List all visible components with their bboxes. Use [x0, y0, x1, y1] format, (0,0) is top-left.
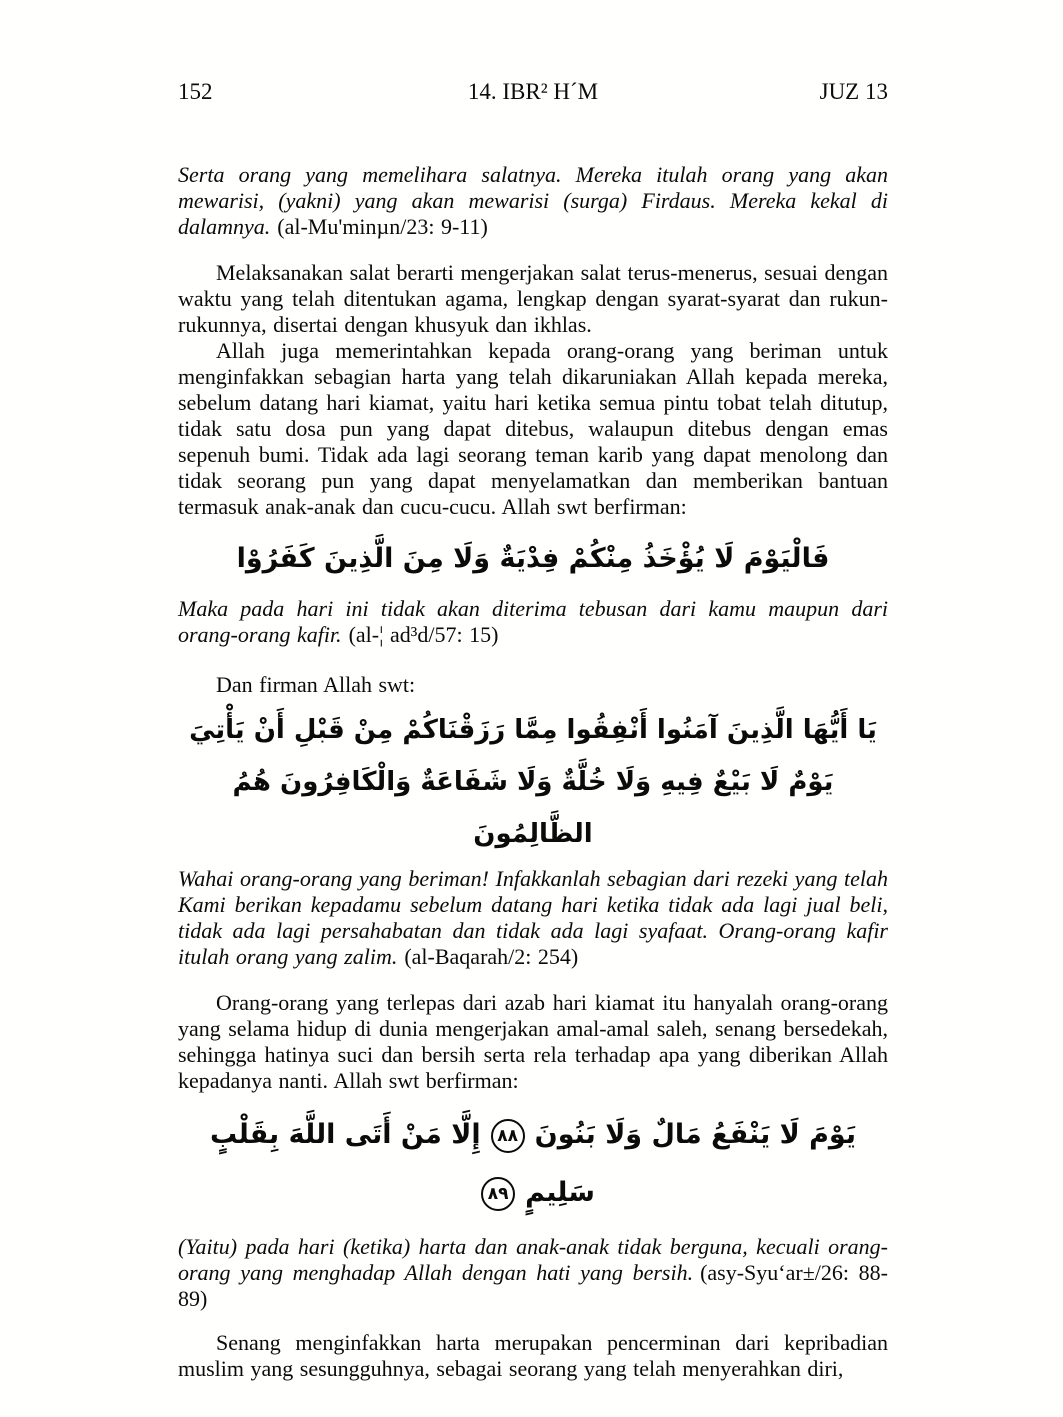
translation-text: Maka pada hari ini tidak akan diterima tebusan dari kamu maupun dari orang-orang kafir. [178, 596, 888, 647]
page-number: 152 [178, 79, 213, 104]
translation-al-baqarah [178, 866, 888, 970]
translation-al-hadid [178, 596, 888, 648]
arabic-verse-text: يَوْمَ لَا يَنْفَعُ مَالٌ وَلَا بَنُونَ [534, 1119, 856, 1150]
paragraph-orang-terlepas: Orang-orang yang terlepas dari azab hari kiamat itu hanyalah orang-orang yang selama hidup di dunia mengerjakan amal-amal saleh, senang bersedekah, sehingga hatinya suci dan bersih serta rela terhadap apa yang diberikan Allah kepadanya nanti. Allah swt berfirman: [178, 990, 888, 1093]
surah-title: 14. IBR² H´M [467, 79, 599, 104]
translation-text: (Yaitu) pada hari (ketika) harta dan anak-anak tidak berguna, kecuali orang-orang yang menghadap Allah dengan hati yang bersih. [178, 1234, 888, 1285]
page-header [178, 78, 888, 106]
verse-number-badge-89: ٨٩ [481, 1177, 515, 1211]
verse-reference: (al-Baqarah/2: 254) [404, 944, 579, 969]
translation-text: Serta orang yang memelihara salatnya. Mereka itulah orang yang akan mewarisi, (yakni) yang akan mewarisi (surga) Firdaus. Mereka kekal di dalamnya. [178, 162, 888, 239]
arabic-verse-asy-syuara [178, 1106, 888, 1222]
translation-al-muminun [178, 162, 888, 240]
lead-in-dan-firman: Dan firman Allah swt: [216, 672, 416, 697]
paragraph-allah-memerintahkan: Allah juga memerintahkan kepada orang-orang yang beriman untuk menginfakkan sebagian harta yang telah dikaruniakan Allah kepada mereka, sebelum datang hari kiamat, yaitu hari ketika semua pintu tobat telah ditutup, tidak satu dosa pun yang dapat ditebus, walaupun ditebus dengan emas sepenuh bumi. Tidak ada lagi seorang teman karib yang dapat menolong dan tidak seorang pun yang dapat menyelamatkan dan memberikan bantuan termasuk anak-anak dan cucu-cucu. Allah swt berfirman: [178, 338, 888, 519]
translation-asy-syuara [178, 1234, 888, 1312]
juz-label: JUZ 13 [819, 79, 888, 104]
verse-number-badge-88: ٨٨ [491, 1119, 525, 1153]
verse-reference: (al-Mu'minµn/23: 9-11) [277, 214, 488, 239]
arabic-verse-al-baqarah: يَا أَيُّهَا الَّذِينَ آمَنُوا أَنْفِقُوا مِمَّا رَزَقْنَاكُمْ مِنْ قَبْلِ أَنْ يَأْتِيَ يَوْمٌ لَا بَيْعٌ فِيهِ وَلَا خُلَّةٌ وَلَا شَفَاعَةٌ وَالْكَافِرُونَ هُمُ الظَّالِمُونَ [189, 715, 877, 849]
translation-text: Wahai orang-orang yang beriman! Infakkanlah sebagian dari rezeki yang telah Kami berikan kepadamu sebelum datang hari ketika tidak ada lagi jual beli, tidak ada lagi persahabatan dan tidak ada lagi syafaat. Orang-orang kafir itulah orang yang zalim. [178, 866, 888, 969]
arabic-verse-text: إِلَّا مَنْ أَتَى اللَّهَ بِقَلْبٍ سَلِيمٍ [210, 1119, 595, 1208]
paragraph-melaksanakan-salat: Melaksanakan salat berarti mengerjakan salat terus-menerus, sesuai dengan waktu yang telah ditentukan agama, lengkap dengan syarat-syarat dan rukun-rukunnya, disertai dengan khusyuk dan ikhlas. [178, 260, 888, 337]
arabic-verse-al-hadid: فَالْيَوْمَ لَا يُؤْخَذُ مِنْكُمْ فِدْيَةٌ وَلَا مِنَ الَّذِينَ كَفَرُوْا [236, 543, 830, 574]
verse-reference: (al-¦ ad³d/57: 15) [348, 622, 499, 647]
paragraph-senang-menginfakkan: Senang menginfakkan harta merupakan pencerminan dari kepribadian muslim yang sesungguhnya, sebagai seorang yang telah menyerahkan diri, [178, 1330, 888, 1381]
verse-reference: (asy-Syu‘ar±/26: 88-89) [178, 1260, 888, 1311]
